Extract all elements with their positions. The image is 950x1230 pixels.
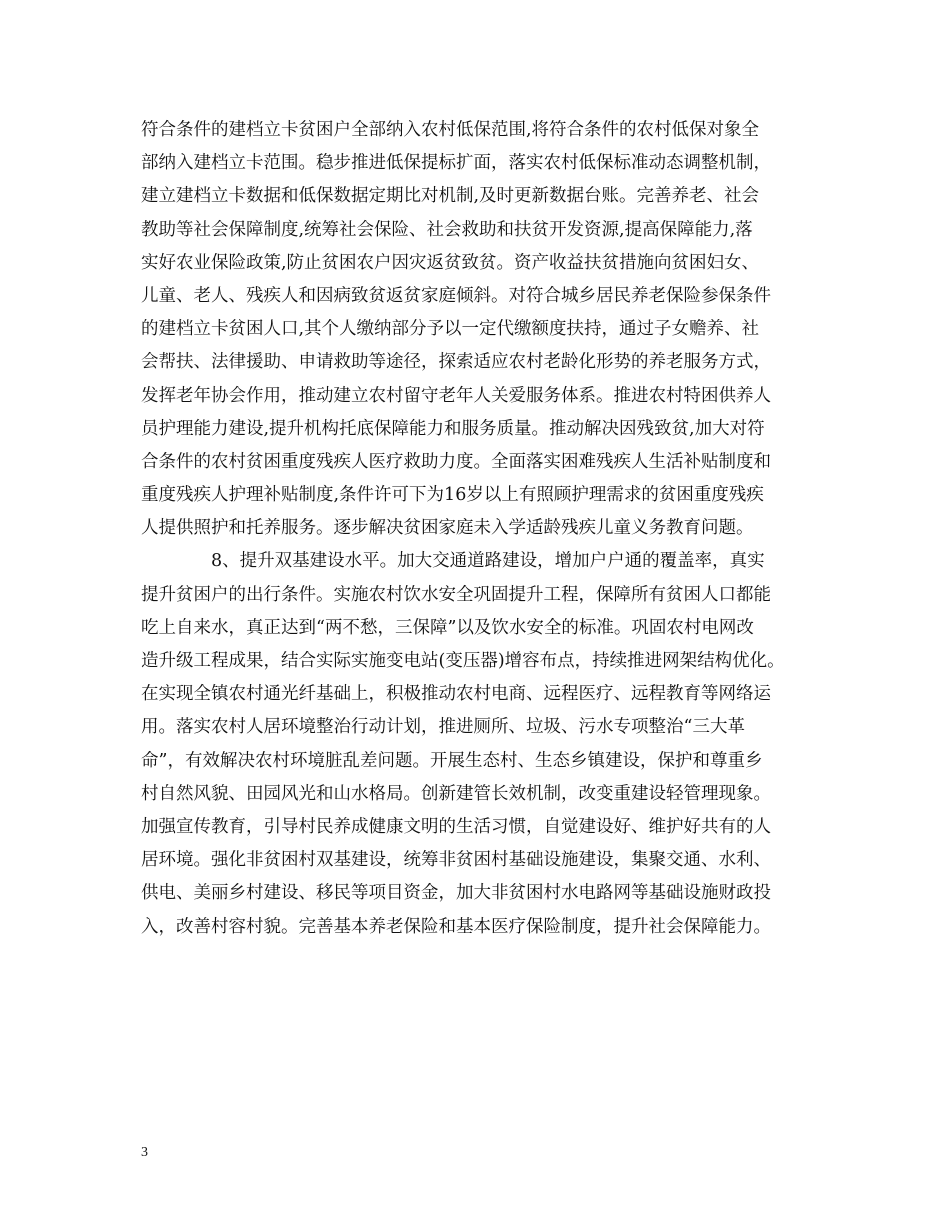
- text-line: 实好农业保险政策,防止贫困农户因灾返贫致贫。资产收益扶贫措施向贫困妇女、: [141, 252, 760, 273]
- text-line: 在实现全镇农村通光纤基础上，积极推动农村电商、远程医疗、远程教育等网络运: [141, 684, 771, 705]
- text-line: 村自然风貌、田园风光和山水格局。创新建管长效机制，改变重建设轻管理现象。: [141, 783, 771, 804]
- text-line: 的建档立卡贫困人口,其个人缴纳部分予以一定代缴额度扶持，通过子女赡养、社: [141, 319, 760, 340]
- section-heading-line: 8、提升双基建设水平。加大交通道路建设，增加户户通的覆盖率，真实: [211, 551, 765, 572]
- text-line: 发挥老年协会作用，推动建立农村留守老年人关爱服务体系。推进农村特困供养人: [141, 385, 771, 406]
- body-text: [141, 114, 821, 944]
- text-line: 居环境。强化非贫困村双基建设，统筹非贫困村基础设施建设，集聚交通、水利、: [141, 850, 771, 871]
- text-line: 提升贫困户的出行条件。实施农村饮水安全巩固提升工程，保障所有贫困人口都能: [141, 584, 771, 605]
- text-line: 会帮扶、法律援助、申请救助等途径，探索适应农村老龄化形势的养老服务方式，: [141, 352, 771, 373]
- text-line: 供电、美丽乡村建设、移民等项目资金，加大非贫困村水电路网等基础设施财政投: [141, 883, 771, 904]
- text-line: 加强宣传教育，引导村民养成健康文明的生活习惯，自觉建设好、维护好共有的人: [141, 816, 771, 837]
- text-line: 人提供照护和托养服务。逐步解决贫困家庭未入学适龄残疾儿童义务教育问题。: [141, 518, 754, 539]
- text-line: 用。落实农村人居环境整治行动计划，推进厕所、垃圾、污水专项整治“三大革: [141, 717, 745, 738]
- text-line: 合条件的农村贫困重度残疾人医疗救助力度。全面落实困难残疾人生活补贴制度和: [141, 451, 771, 472]
- text-line: 吃上自来水，真正达到“两不愁，三保障”以及饮水安全的标准。巩固农村电网改: [141, 617, 754, 638]
- text-line: 建立建档立卡数据和低保数据定期比对机制,及时更新数据台账。完善养老、社会: [141, 186, 760, 207]
- text-line: 重度残疾人护理补贴制度,条件许可下为16岁以上有照顾护理需求的贫困重度残疾: [141, 485, 764, 506]
- text-line: 命”，有效解决农村环境脏乱差问题。开展生态村、生态乡镇建设，保护和尊重乡: [141, 750, 763, 771]
- text-line: 符合条件的建档立卡贫困户全部纳入农村低保范围,将符合条件的农村低保对象全: [141, 120, 760, 140]
- page-number: 3: [141, 1145, 148, 1160]
- text-line: 儿童、老人、残疾人和因病致贫返贫家庭倾斜。对符合城乡居民养老保险参保条件: [141, 285, 771, 306]
- text-line: 教助等社会保障制度,统筹社会保险、社会救助和扶贫开发资源,提高保障能力,落: [141, 219, 753, 240]
- text-line: 造升级工程成果，结合实际实施变电站(变压器)增容布点，持续推进网架结构优化。: [141, 651, 785, 671]
- text-line: 入，改善村容村貌。完善基本养老保险和基本医疗保险制度，提升社会保障能力。: [141, 916, 771, 937]
- text-line: 员护理能力建设,提升机构托底保障能力和服务质量。推动解决因残致贫,加大对符: [141, 418, 765, 439]
- text-line: 部纳入建档立卡范围。稳步推进低保提标扩面，落实农村低保标准动态调整机制，: [141, 153, 771, 174]
